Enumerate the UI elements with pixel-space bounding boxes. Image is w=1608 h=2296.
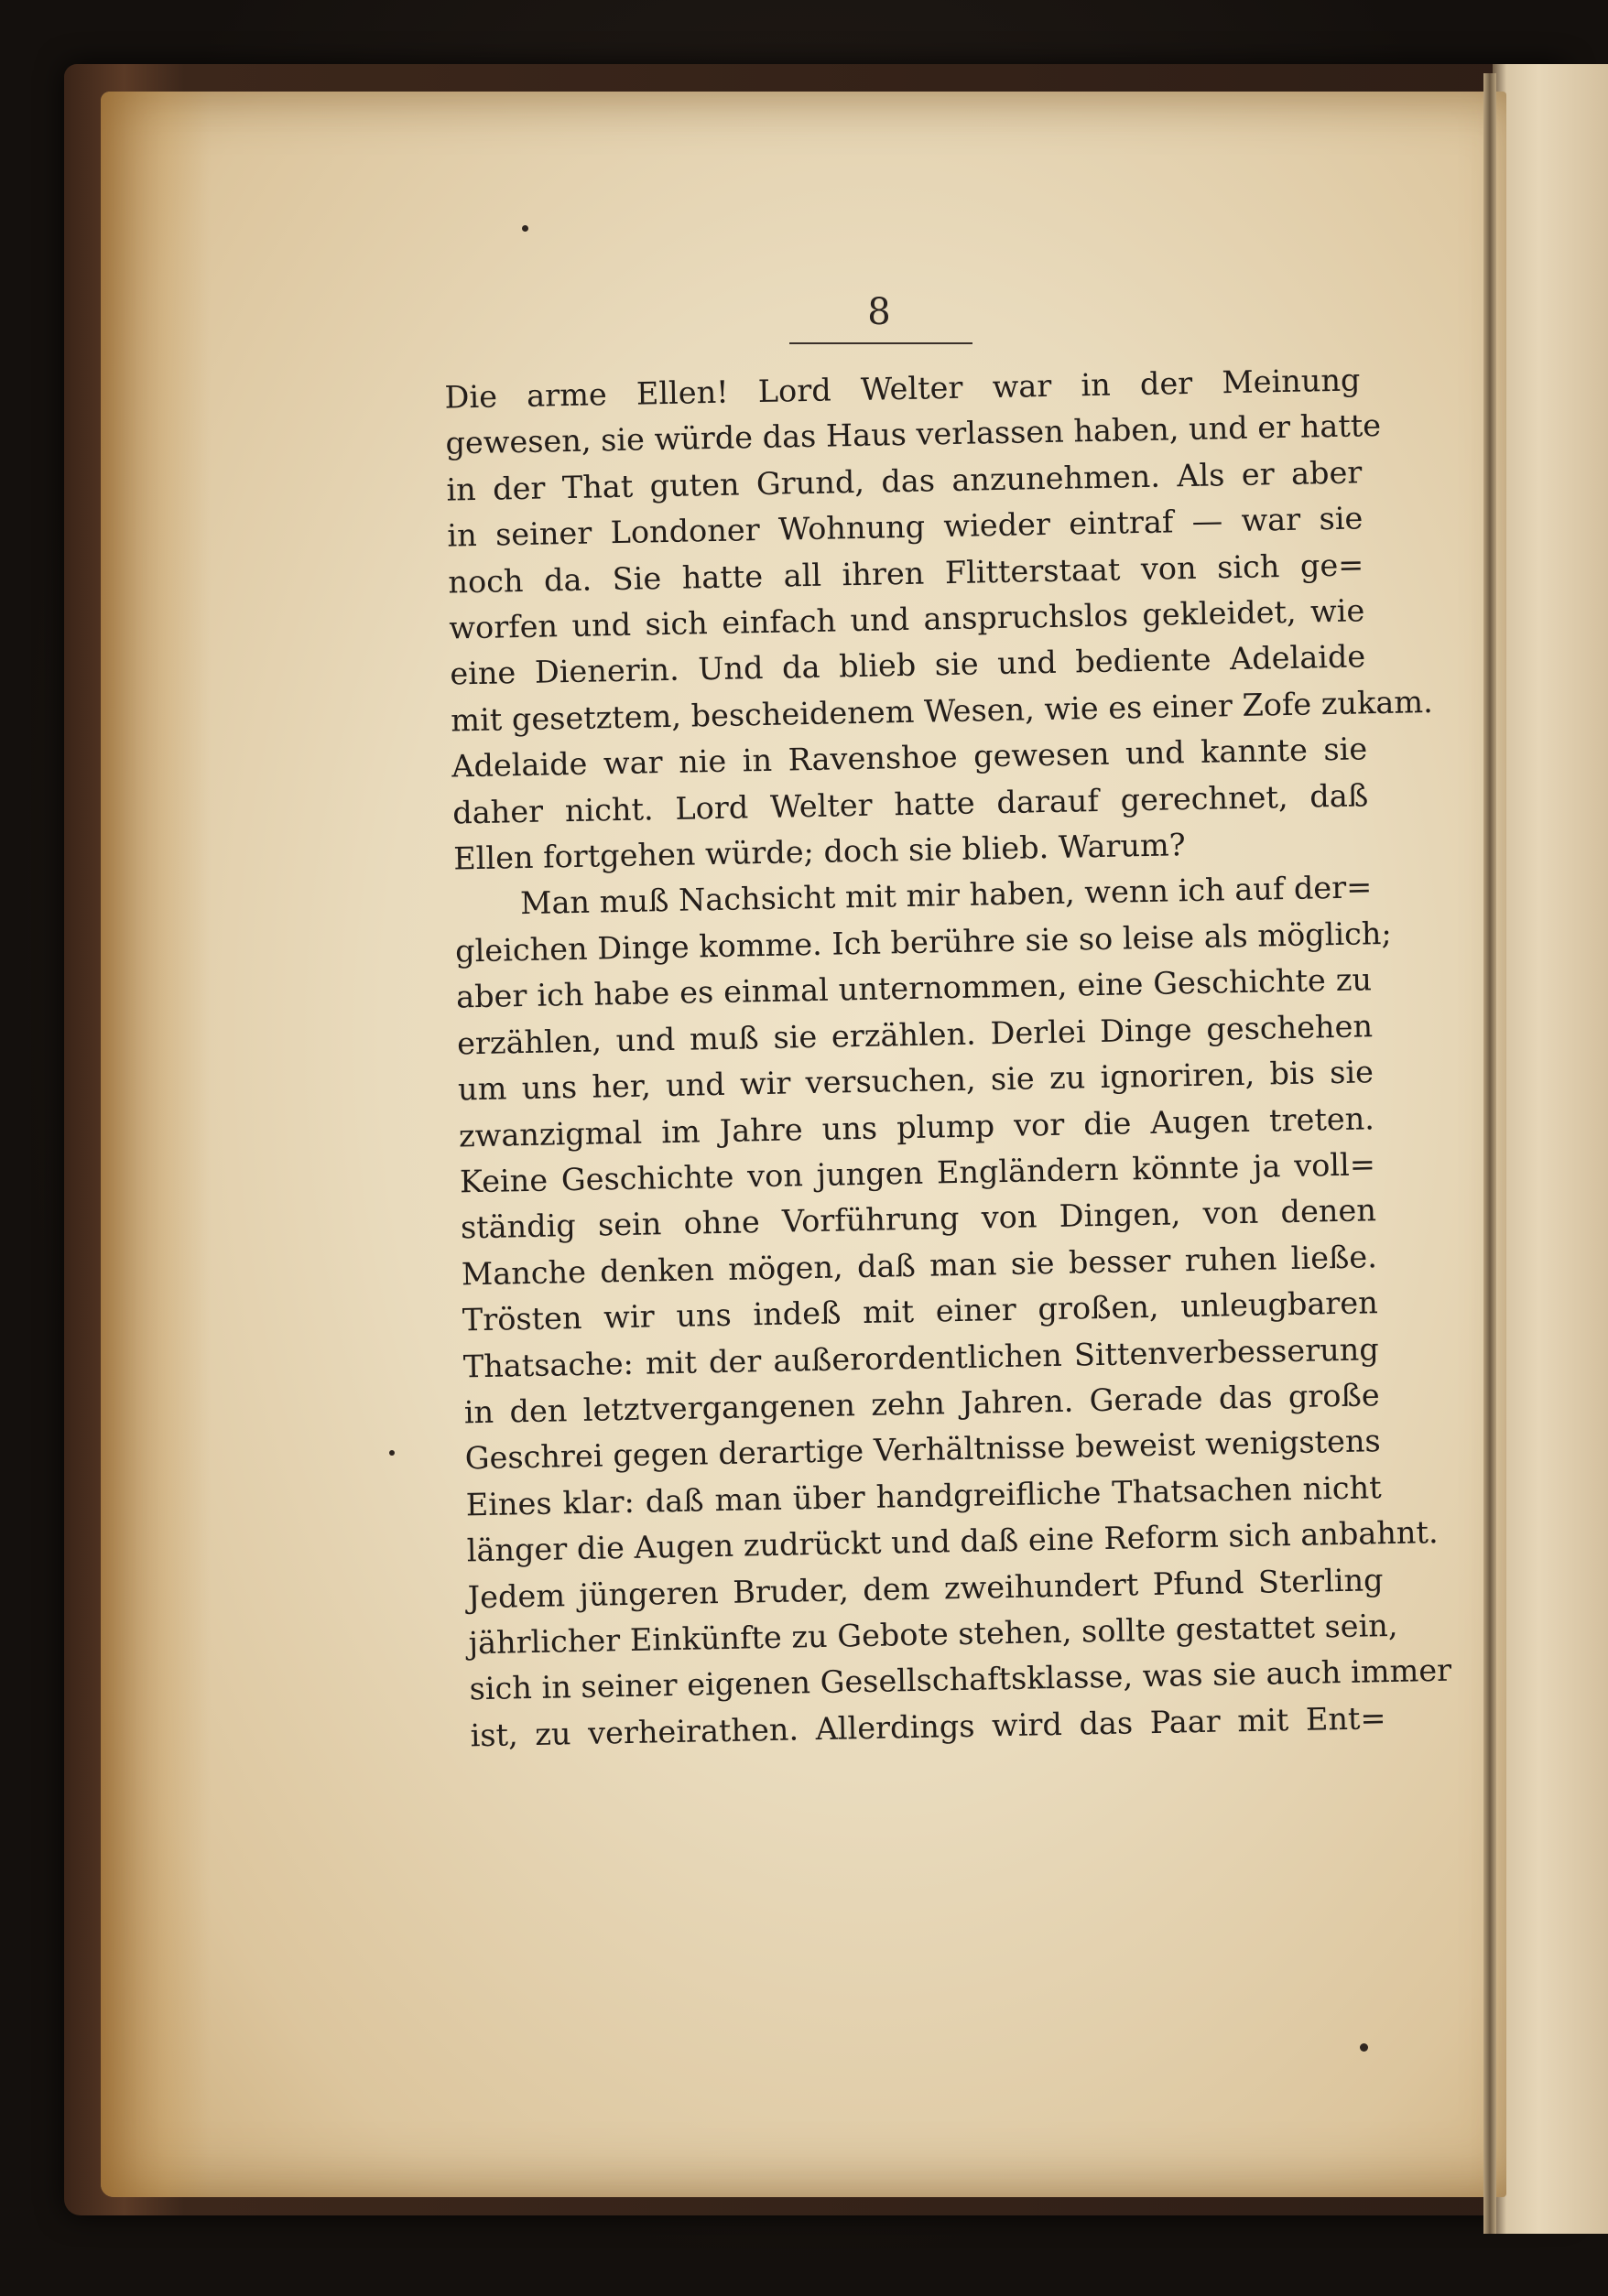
ink-speck [389, 1450, 395, 1456]
text-line: in der That guten Grund, das anzunehmen. Als er aber [446, 454, 1363, 508]
text-line: Man muß Nachsicht mit mir haben, wenn ich auf der= [519, 869, 1373, 922]
text-line: Trösten wir uns indeß mit einer großen, unleugbaren [462, 1284, 1379, 1338]
text-line: um uns her, und wir versuchen, sie zu ignoriren, bis sie [457, 1054, 1374, 1108]
text-line: Manche denken mögen, daß man sie besser ruhen ließe. [461, 1238, 1378, 1293]
text-line: noch da. Sie hatte all ihren Flitterstaat von sich ge= [448, 546, 1364, 601]
text-line: gewesen, sie würde das Haus verlassen haben, und er hatte [445, 407, 1382, 461]
text-line: Die arme Ellen! Lord Welter war in der Meinung [444, 362, 1361, 416]
text-line: sich in seiner eigenen Gesellschaftsklasse, was sie auch immer [469, 1652, 1452, 1707]
page-number-rule [789, 342, 972, 344]
text-line: erzählen, und muß sie erzählen. Derlei Dinge geschehen [456, 1007, 1374, 1062]
text-line: mit gesetztem, bescheidenem Wesen, wie es einer Zofe zukam. [450, 683, 1434, 739]
text-line: länger die Augen zudrückt und daß eine Reform sich anbahnt. [466, 1514, 1439, 1569]
body-text [444, 357, 1452, 1759]
ink-speck [522, 225, 528, 232]
text-line: in den letztvergangenen zehn Jahren. Gerade das große [463, 1377, 1381, 1431]
book-gutter [1483, 73, 1496, 2234]
facing-page-edge [1493, 64, 1608, 2234]
text-line: ständig sein ohne Vorführung von Dingen, von denen [460, 1192, 1377, 1246]
text-line: Adelaide war nie in Ravenshoe gewesen und kannte sie [451, 731, 1368, 785]
text-line: in seiner Londoner Wohnung wieder eintraf — war sie [447, 500, 1364, 554]
ink-speck [1360, 2043, 1368, 2052]
text-line: zwanzigmal im Jahre uns plump vor die Augen treten. [458, 1099, 1375, 1153]
text-line: Jedem jüngeren Bruder, dem zweihundert Pfund Sterling [467, 1561, 1384, 1615]
text-line: aber ich habe es einmal unternommen, eine Geschichte zu [455, 961, 1373, 1015]
text-line: ist, zu verheirathen. Allerdings wird das Paar mit Ent= [470, 1699, 1386, 1754]
text-line: worfen und sich einfach und anspruchslos gekleidet, wie [449, 592, 1365, 646]
page-edge-stain [101, 92, 211, 2197]
text-line: Ellen fortgehen würde; doch sie blieb. Warum? [452, 827, 1187, 877]
text-line: eine Dienerin. Und da blieb sie und bediente Adelaide [449, 638, 1366, 692]
text-line: Geschrei gegen derartige Verhältnisse beweist wenigstens [464, 1423, 1382, 1477]
text-line: Thatsache: mit der außerordentlichen Sittenverbesserung [462, 1330, 1380, 1384]
text-line: daher nicht. Lord Welter hatte darauf gerechnet, daß [451, 776, 1369, 831]
text-line: gleichen Dinge komme. Ich berühre sie so leise als möglich; [454, 915, 1393, 969]
text-line: Eines klar: daß man über handgreifliche Thatsachen nicht [465, 1468, 1382, 1523]
page-number: 8 [867, 291, 891, 333]
text-line: jährlicher Einkünfte zu Gebote stehen, sollte gestattet sein, [468, 1607, 1398, 1662]
text-line: Keine Geschichte von jungen Engländern könnte ja voll= [459, 1146, 1376, 1200]
